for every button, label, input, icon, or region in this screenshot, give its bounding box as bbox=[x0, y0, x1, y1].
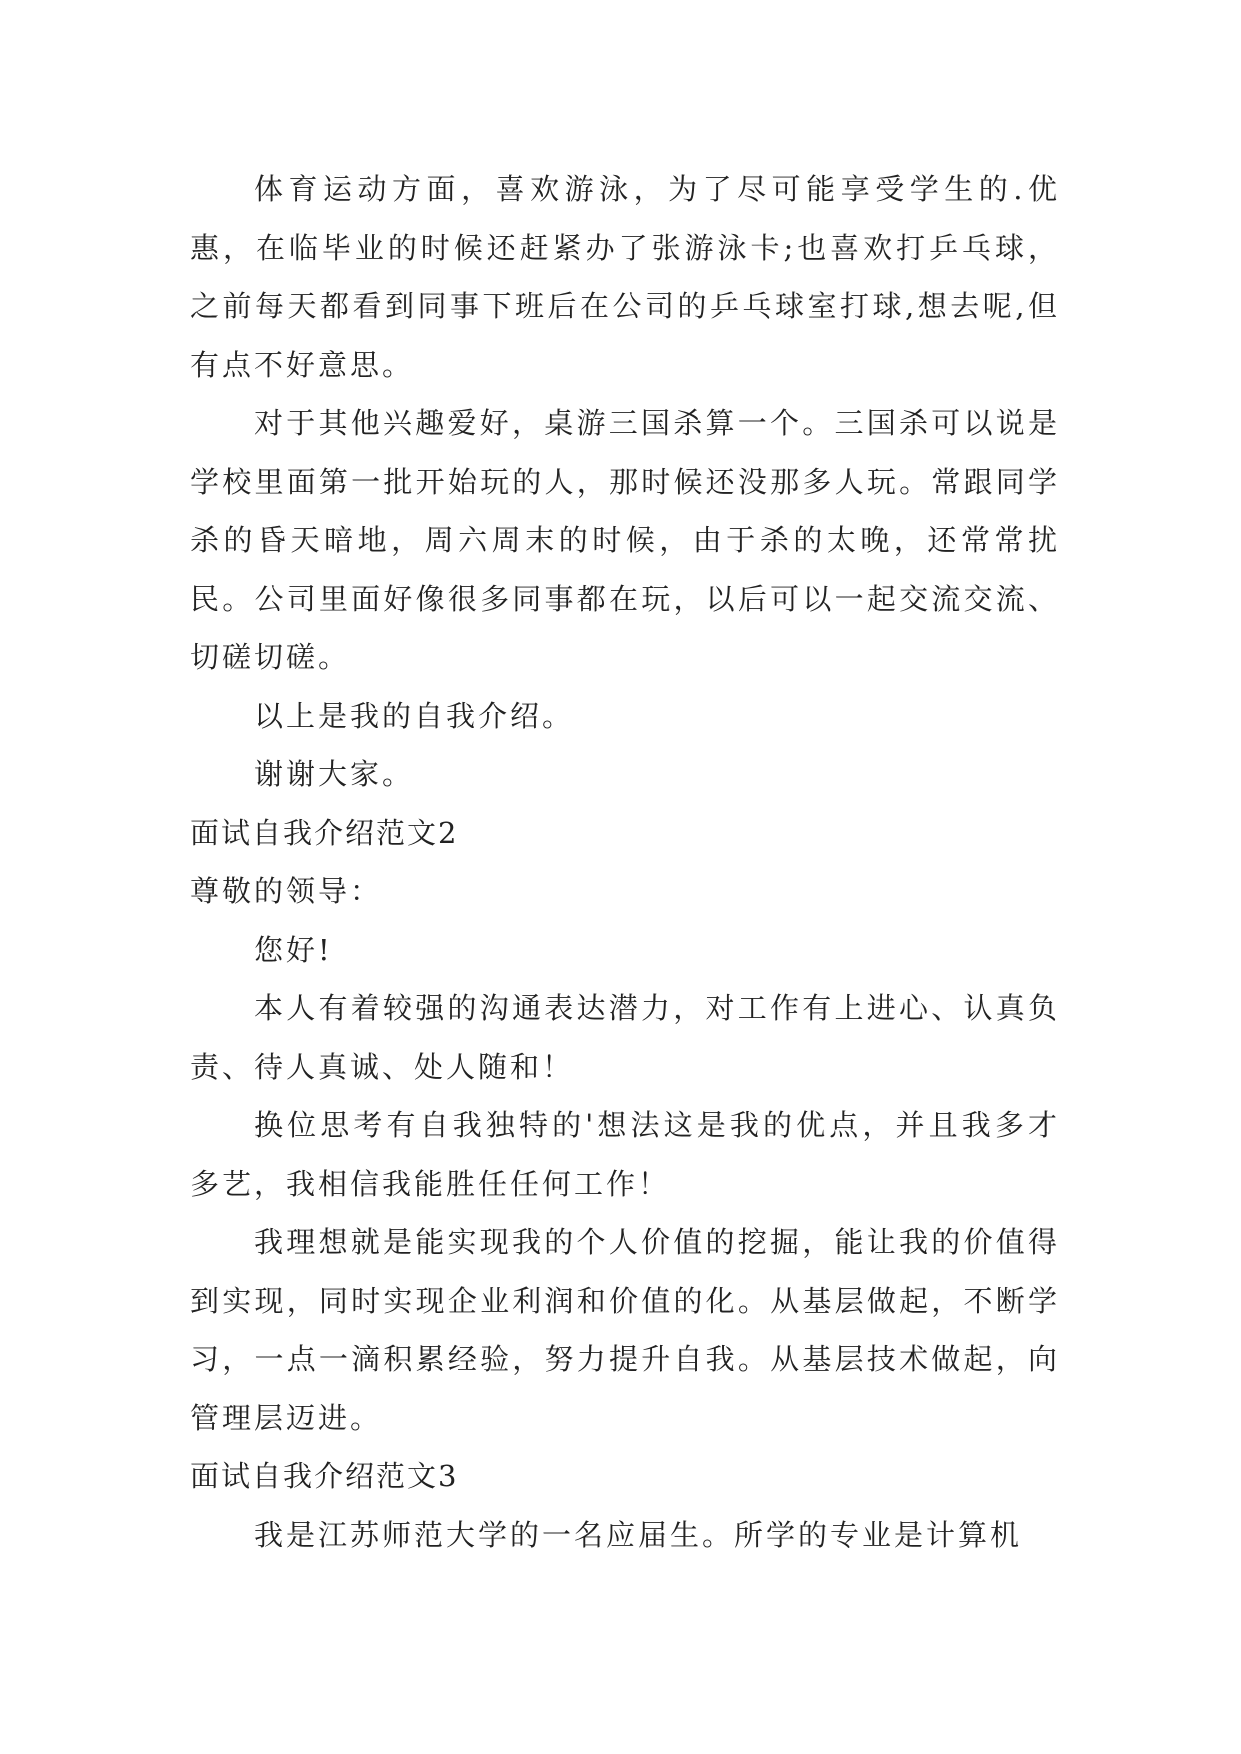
document-body bbox=[190, 160, 1060, 1564]
paragraph-strengths: 换位思考有自我独特的'想法这是我的优点，并且我多才多艺，我相信我能胜任任何工作！ bbox=[190, 1108, 1060, 1201]
section-heading-3: 面试自我介绍范文3 bbox=[190, 1459, 459, 1493]
paragraph-sports: 体育运动方面，喜欢游泳，为了尽可能享受学生的.优惠，在临毕业的时候还赶紧办了张游泳卡;也喜欢打乒乓球，之前每天都看到同事下班后在公司的乒乓球室打球,想去呢,但有点不好意思。 bbox=[190, 172, 1060, 382]
paragraph-hobbies: 对于其他兴趣爱好，桌游三国杀算一个。三国杀可以说是学校里面第一批开始玩的人，那时候还没那多人玩。常跟同学杀的昏天暗地，周六周末的时候，由于杀的太晚，还常常扰民。公司里面好像很多同事都在玩，以后可以一起交流交流、切磋切磋。 bbox=[190, 406, 1060, 674]
section-heading-2: 面试自我介绍范文2 bbox=[190, 815, 459, 850]
paragraph-closing: 以上是我的自我介绍。 bbox=[254, 698, 575, 733]
paragraph-greeting: 您好! bbox=[254, 932, 333, 967]
paragraph-communication: 本人有着较强的沟通表达潜力，对工作有上进心、认真负责、待人真诚、处人随和！ bbox=[190, 991, 1060, 1084]
paragraph-intro-3: 我是江苏师范大学的一名应届生。所学的专业是计算机 bbox=[254, 1517, 1023, 1552]
paragraph-thanks: 谢谢大家。 bbox=[254, 757, 415, 791]
salutation: 尊敬的领导： bbox=[190, 874, 383, 908]
paragraph-ideals: 我理想就是能实现我的个人价值的挖掘，能让我的价值得到实现，同时实现企业利润和价值的化。从基层做起，不断学习，一点一滴积累经验，努力提升自我。从基层技术做起，向管理层迈进。 bbox=[190, 1225, 1060, 1435]
